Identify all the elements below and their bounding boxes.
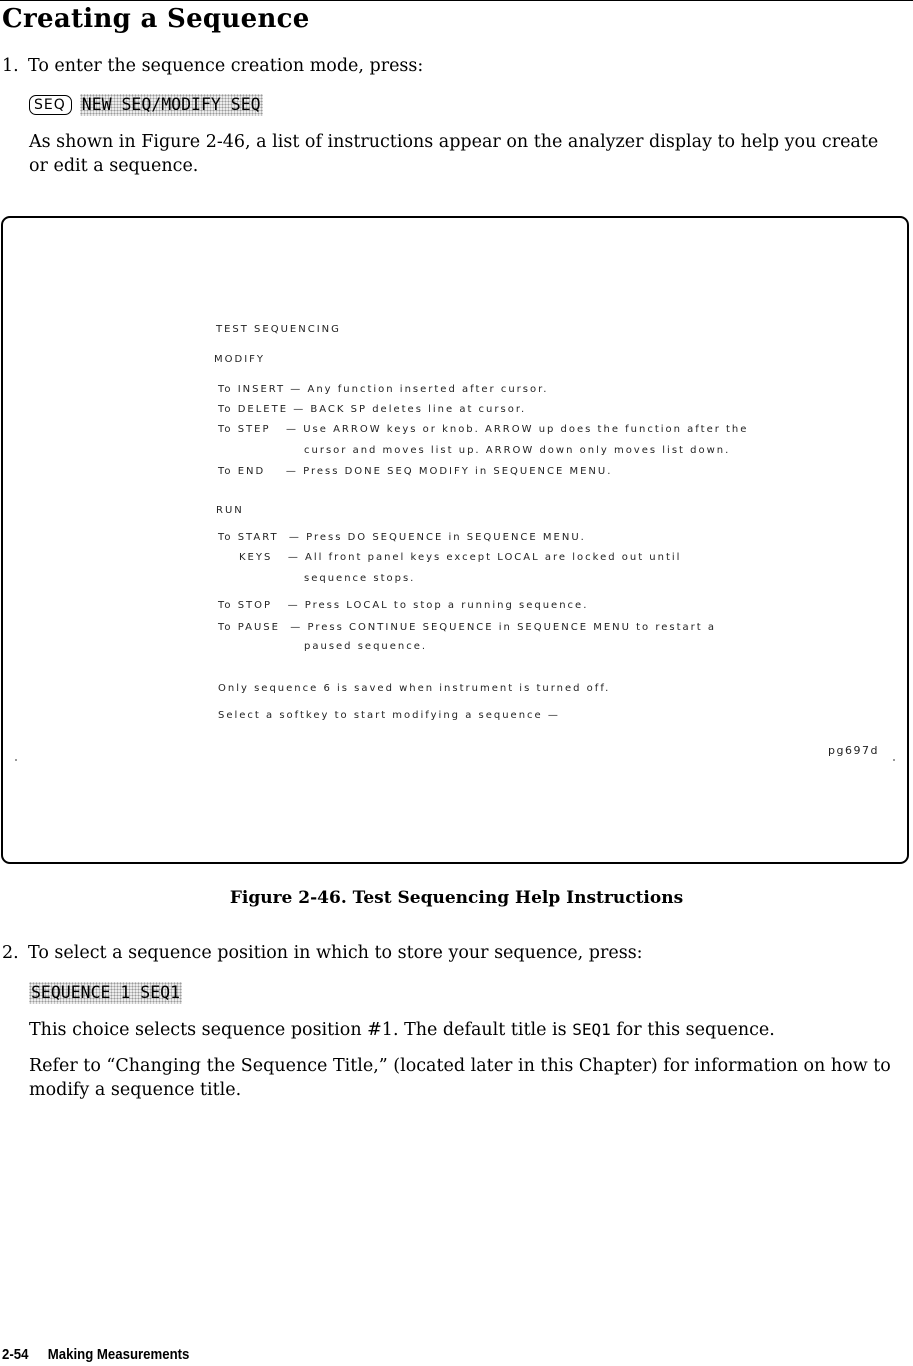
- page-number: 2-54: [2, 1346, 29, 1363]
- screen-step-line-1: To STEP — Use ARROW keys or knob. ARROW up does the function after the: [218, 424, 749, 435]
- step-1-keys: [29, 94, 263, 116]
- step-2-desc-pre: This choice selects sequence position #1. The default title is: [29, 1020, 573, 1040]
- step-1-number: 1.: [2, 56, 19, 76]
- figure-caption: Figure 2-46. Test Sequencing Help Instructions: [229, 888, 684, 908]
- default-title-code: SEQ1: [572, 1020, 611, 1039]
- step-2-description: [29, 1018, 899, 1042]
- screen-insert-line: To INSERT — Any function inserted after cursor.: [218, 384, 549, 395]
- step-1: [2, 54, 423, 78]
- figure-corner-mark-right: [893, 759, 895, 761]
- section-title: Making Measurements: [47, 1346, 190, 1363]
- screen-run-label: RUN: [216, 505, 244, 516]
- figure-code: pg697d: [828, 744, 879, 757]
- step-1-description: As shown in Figure 2-46, a list of instructions appear on the analyzer display to help you create or edit a sequence.: [29, 132, 879, 176]
- page-footer: [2, 1346, 189, 1363]
- screen-step-line-2: cursor and moves list up. ARROW down only moves list down.: [304, 445, 731, 456]
- screen-keys-line-2: sequence stops.: [304, 573, 416, 584]
- step-1-text: To enter the sequence creation mode, press:: [28, 56, 424, 76]
- seq-hardkey[interactable]: SEQ: [29, 95, 72, 115]
- step-2-keys: [29, 982, 182, 1004]
- screen-modify-label: MODIFY: [214, 354, 266, 365]
- step-2-text: To select a sequence position in which to store your sequence, press:: [28, 943, 643, 963]
- screen-pause-line-2: paused sequence.: [304, 641, 428, 652]
- screen-delete-line: To DELETE — BACK SP deletes line at cursor.: [218, 404, 527, 415]
- screen-pause-line-1: To PAUSE — Press CONTINUE SEQUENCE in SEQUENCE MENU to restart a: [218, 622, 716, 633]
- step-2-reference: Refer to “Changing the Sequence Title,” (located later in this Chapter) for information on how to modify a sequence title.: [29, 1056, 891, 1100]
- screen-title: TEST SEQUENCING: [216, 324, 341, 335]
- step-2-desc-post: for this sequence.: [610, 1020, 775, 1040]
- screen-keys-line-1: KEYS — All front panel keys except LOCAL are locked out until: [239, 552, 682, 563]
- sequence-1-seq1-softkey[interactable]: SEQUENCE 1 SEQ1: [31, 983, 181, 1002]
- screen-start-line: To START — Press DO SEQUENCE in SEQUENCE MENU.: [218, 532, 586, 543]
- screen-stop-line: To STOP — Press LOCAL to stop a running sequence.: [218, 600, 589, 611]
- step-2-number: 2.: [2, 943, 19, 963]
- step-2: [2, 941, 643, 965]
- top-rule: [0, 0, 913, 1]
- new-seq-modify-seq-softkey[interactable]: NEW SEQ/MODIFY SEQ: [81, 95, 261, 114]
- screen-end-line: To END — Press DONE SEQ MODIFY in SEQUENCE MENU.: [218, 466, 613, 477]
- figure-corner-mark-left: [15, 759, 17, 761]
- page-heading: Creating a Sequence: [2, 4, 310, 34]
- analyzer-display-figure: [1, 216, 909, 864]
- screen-select-softkey-line: Select a softkey to start modifying a sequence —: [218, 710, 560, 721]
- screen-only-saved-line: Only sequence 6 is saved when instrument is turned off.: [218, 683, 611, 694]
